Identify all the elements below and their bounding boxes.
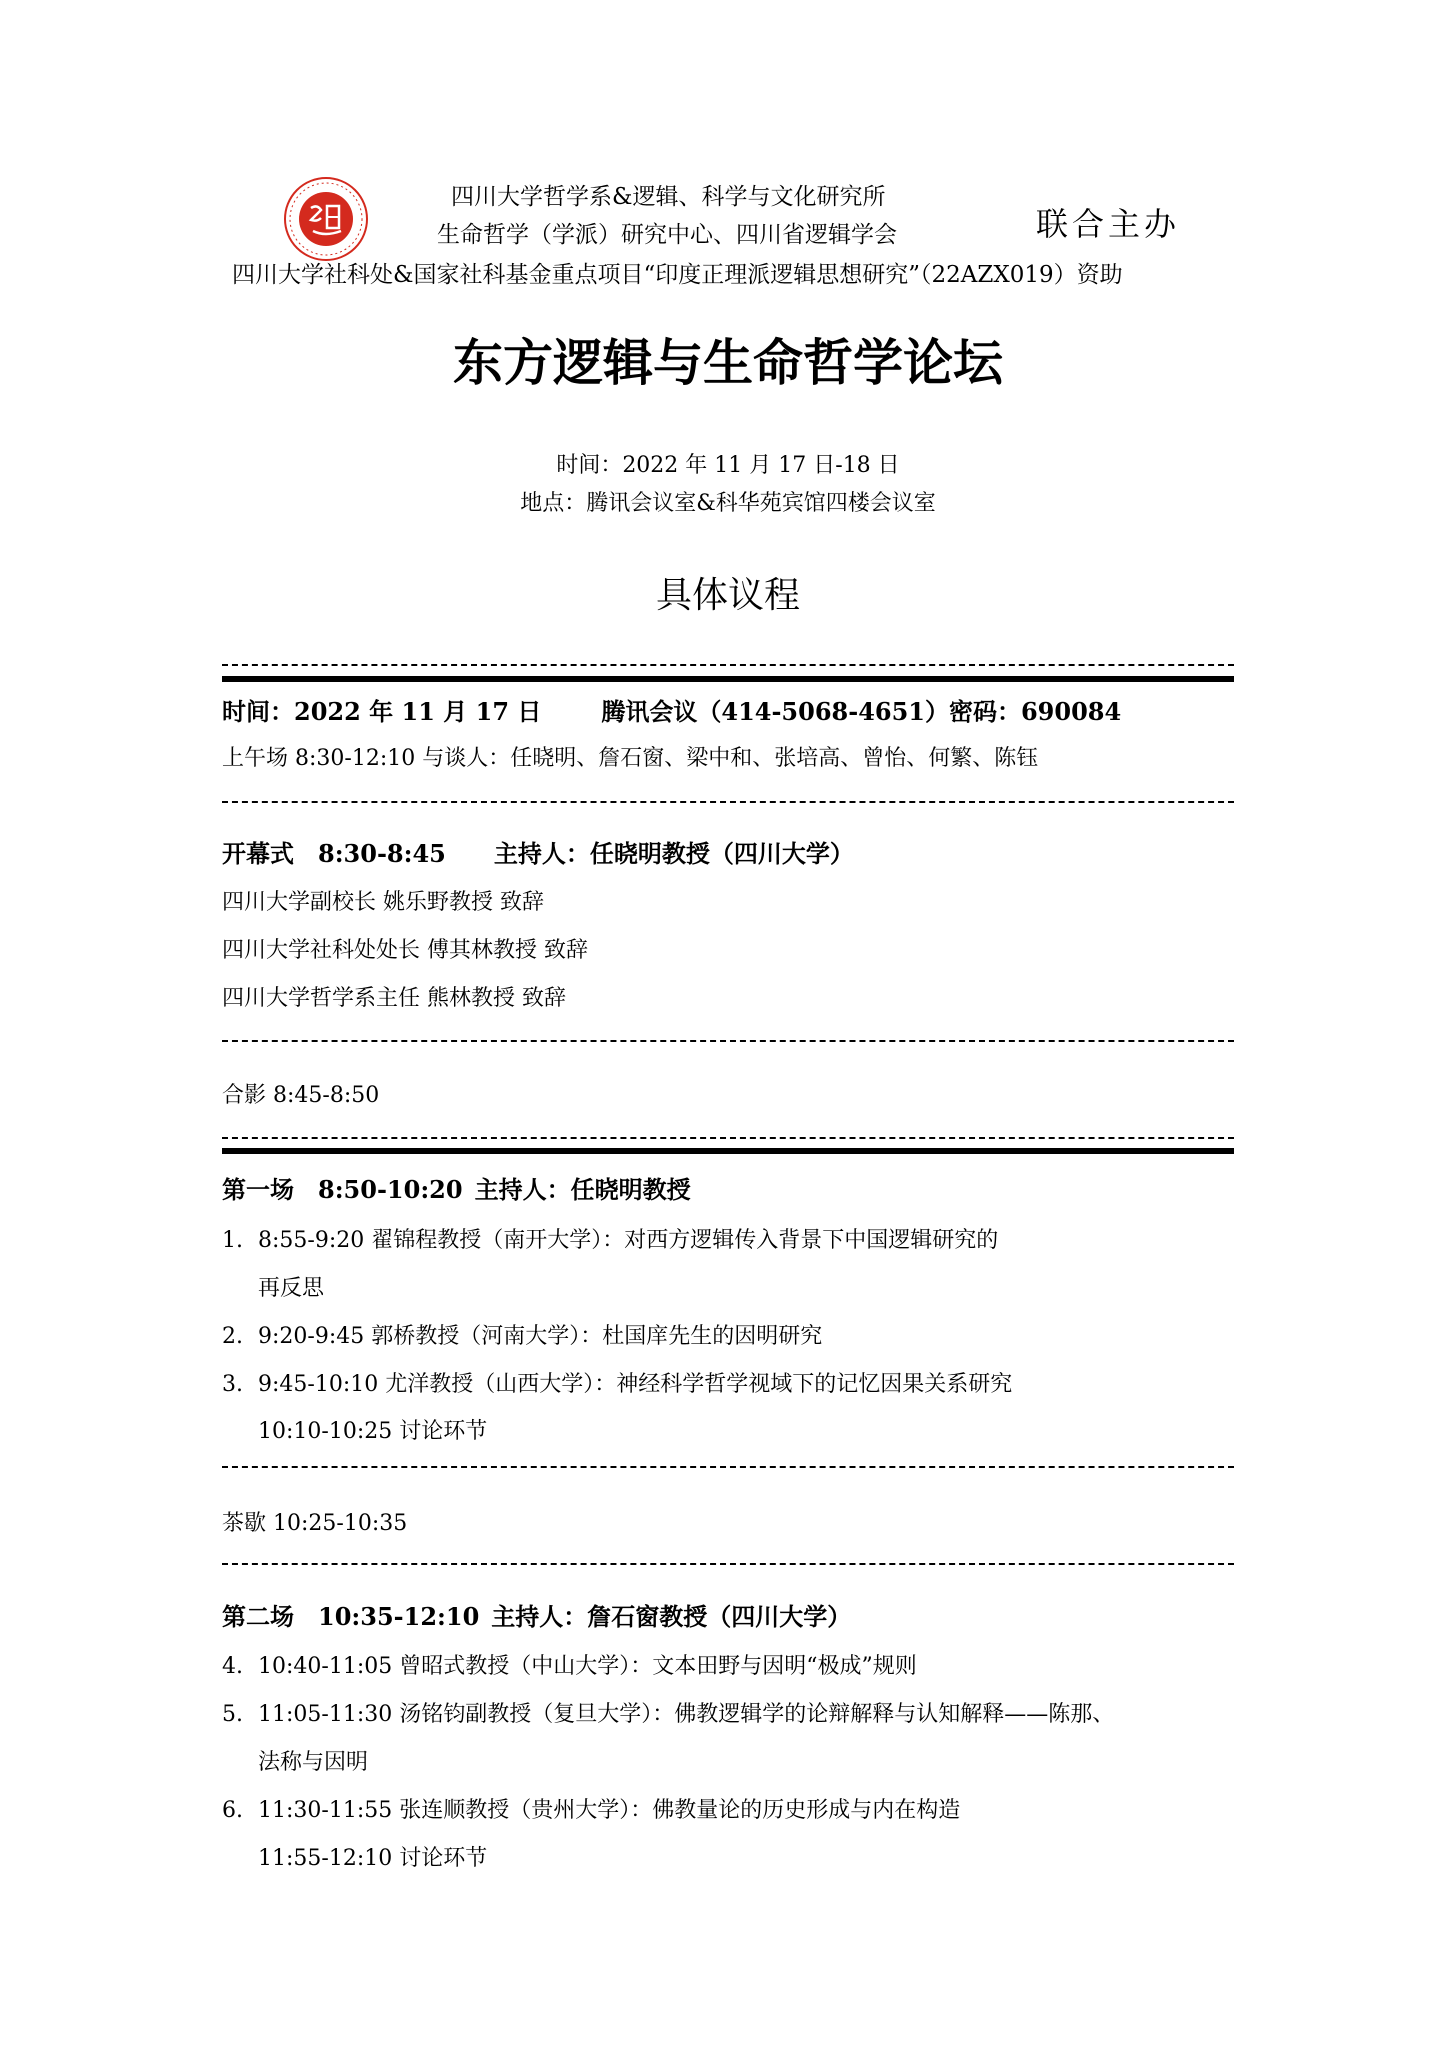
item-number: 4. (222, 1654, 243, 1679)
event-place: 地点：腾讯会议室&科华苑宾馆四楼会议室 (520, 491, 936, 516)
morning-session-info: 上午场 8:30-12:10 与谈人：任晓明、詹石窗、梁中和、张培高、曾怡、何繁、陈钰 (222, 746, 1039, 771)
agenda-title: 具体议程 (655, 575, 800, 616)
university-seal (283, 176, 369, 262)
divider-dashed (222, 801, 1234, 803)
divider-dashed (222, 1040, 1234, 1042)
talk-item: 11:30-11:55 张连顺教授（贵州大学）：佛教量论的历史形成与内在构造 (258, 1798, 961, 1823)
item-number: 2. (222, 1324, 243, 1349)
talk-item-continuation: 法称与因明 (258, 1750, 369, 1775)
speech-item: 四川大学社科处处长 傅其林教授 致辞 (222, 938, 588, 963)
tea-break: 茶歇 10:25-10:35 (222, 1511, 408, 1536)
session1-time: 8:50-10:20 (318, 1175, 463, 1204)
speech-item: 四川大学副校长 姚乐野教授 致辞 (222, 890, 544, 915)
item-number: 3. (222, 1372, 243, 1397)
session1-host: 主持人：任晓明教授 (474, 1175, 691, 1204)
talk-item-continuation: 再反思 (258, 1276, 325, 1301)
day-header (222, 697, 1122, 726)
session2-label: 第二场 (222, 1602, 294, 1631)
speech-item: 四川大学哲学系主任 熊林教授 致辞 (222, 986, 566, 1011)
item-number: 1. (222, 1228, 243, 1253)
page-title: 东方逻辑与生命哲学论坛 (453, 334, 1003, 392)
opening-label: 开幕式 (222, 839, 294, 868)
photo-session: 合影 8:45-8:50 (222, 1083, 380, 1108)
talk-item: 8:55-9:20 翟锦程教授（南开大学）：对西方逻辑传入背景下中国逻辑研究的 (258, 1228, 999, 1253)
item-number: 5. (222, 1702, 243, 1727)
organizer-line-1: 四川大学哲学系&逻辑、科学与文化研究所 (451, 184, 886, 210)
session1-header (222, 1175, 691, 1204)
cohost-label: 联合主办 (1036, 205, 1181, 243)
divider-dashed (222, 1563, 1234, 1565)
session2-host: 主持人：詹石窗教授（四川大学） (491, 1602, 852, 1631)
session2-header (222, 1602, 852, 1631)
talk-item: 10:40-11:05 曾昭式教授（中山大学）：文本田野与因明“极成”规则 (258, 1654, 917, 1679)
divider-thick (222, 676, 1234, 682)
item-number: 6. (222, 1798, 243, 1823)
seal-icon (283, 176, 369, 262)
discussion-slot: 10:10-10:25 讨论环节 (258, 1419, 488, 1444)
divider-dashed (222, 1137, 1234, 1139)
organizer-line-2: 生命哲学（学派）研究中心、四川省逻辑学会 (437, 222, 897, 248)
day-date: 时间：2022 年 11 月 17 日 (222, 697, 542, 726)
sponsor-line: 四川大学社科处&国家社科基金重点项目“印度正理派逻辑思想研究”（22AZX019）资助 (232, 262, 1123, 288)
divider-dashed (222, 664, 1234, 666)
discussion-slot: 11:55-12:10 讨论环节 (258, 1846, 488, 1871)
talk-item: 9:45-10:10 尤洋教授（山西大学）：神经科学哲学视域下的记忆因果关系研究 (258, 1372, 1013, 1397)
opening-header (222, 839, 854, 868)
session1-label: 第一场 (222, 1175, 294, 1204)
event-time: 时间：2022 年 11 月 17 日-18 日 (556, 453, 900, 478)
session2-time: 10:35-12:10 (318, 1602, 480, 1631)
divider-thick (222, 1148, 1234, 1154)
talk-item: 9:20-9:45 郭桥教授（河南大学）：杜国庠先生的因明研究 (258, 1324, 823, 1349)
talk-item: 11:05-11:30 汤铭钧副教授（复旦大学）：佛教逻辑学的论辩解释与认知解释——陈那、 (258, 1702, 1115, 1727)
meeting-info: 腾讯会议（414-5068-4651）密码：690084 (601, 697, 1122, 726)
divider-dashed (222, 1466, 1234, 1468)
opening-host: 主持人：任晓明教授（四川大学） (493, 839, 854, 868)
opening-time: 8:30-8:45 (318, 839, 446, 868)
